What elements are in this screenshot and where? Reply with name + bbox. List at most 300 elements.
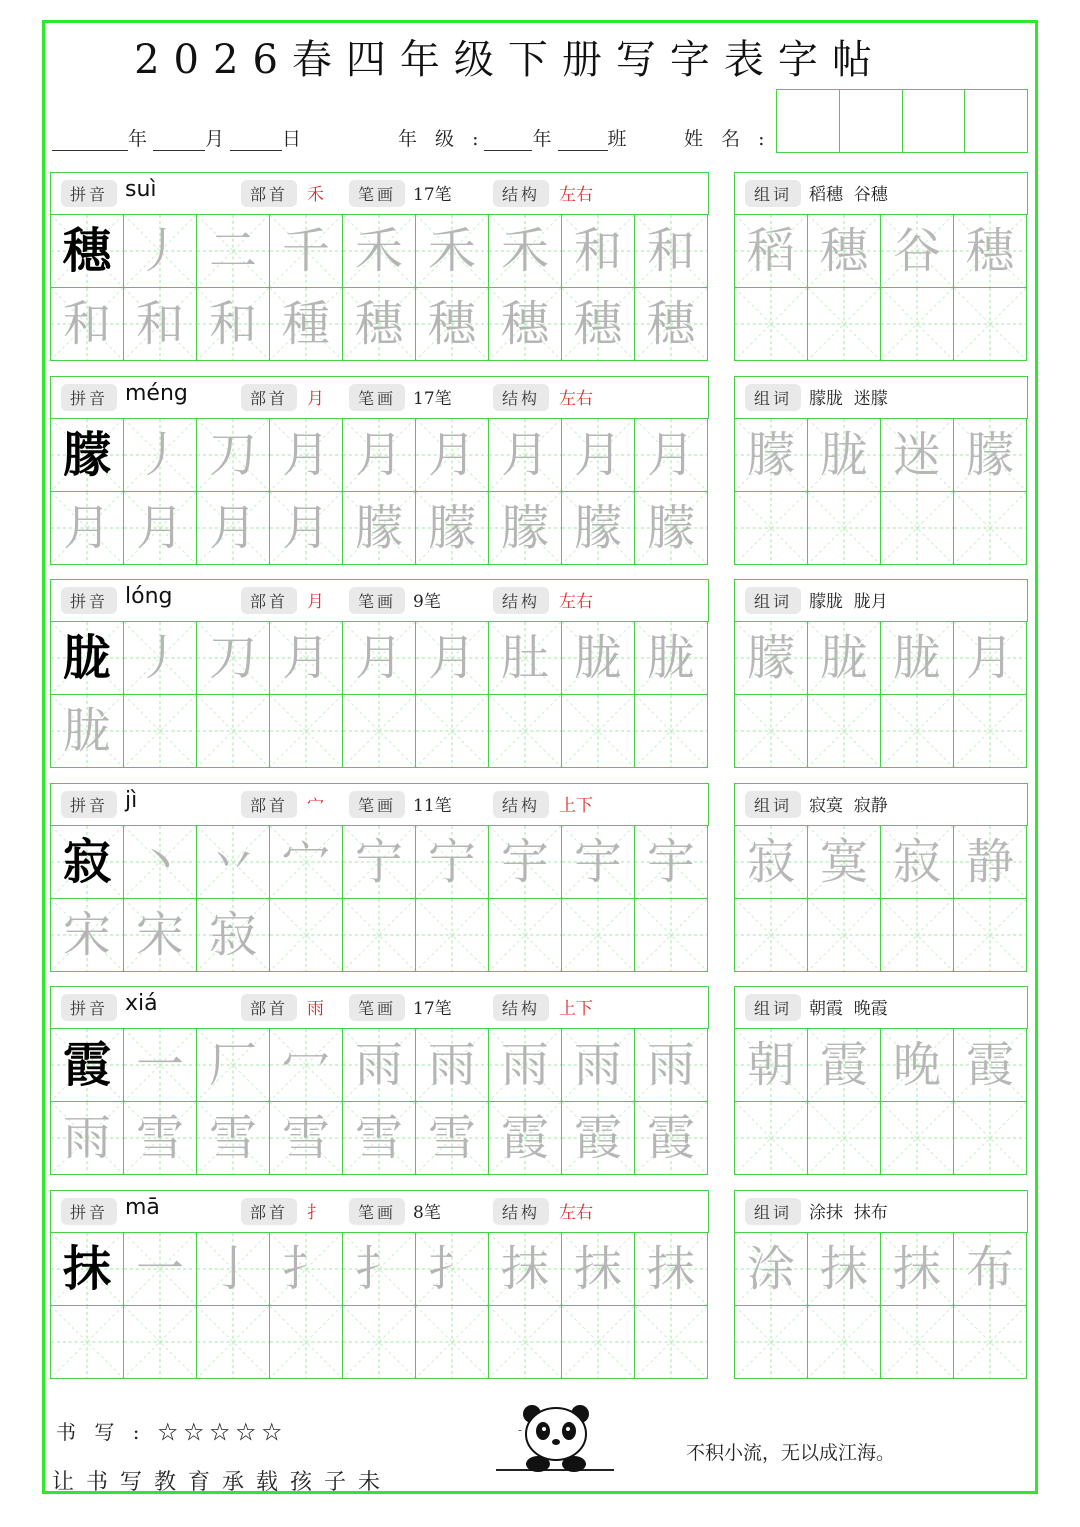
words-tag: 组词 — [745, 384, 801, 411]
stroke-step: 禾 — [354, 223, 403, 279]
practice-cell[interactable] — [124, 1102, 197, 1175]
quote: 不积小流，无以成江海。 — [686, 1442, 896, 1464]
practice-cell[interactable] — [270, 492, 343, 565]
practice-cell[interactable] — [635, 695, 708, 768]
pinyin-tag: 拼音 — [61, 180, 117, 207]
practice-cell[interactable] — [416, 695, 489, 768]
practice-cell[interactable] — [197, 695, 270, 768]
practice-cell[interactable] — [416, 622, 489, 695]
stroke-practice-grid — [50, 621, 708, 768]
words-value: 朝霞 晚霞 — [809, 999, 888, 1019]
practice-cell[interactable] — [562, 899, 635, 972]
practice-cell[interactable] — [489, 695, 562, 768]
word-character: 抹 — [819, 1241, 868, 1297]
stroke-step: 丿 — [135, 223, 184, 279]
practice-cell[interactable] — [562, 215, 635, 288]
word-character: 寂 — [892, 834, 941, 890]
stroke-step: 月 — [62, 500, 111, 556]
practice-cell[interactable] — [51, 492, 124, 565]
stroke-step: 冖 — [281, 1037, 330, 1093]
pinyin-tag: 拼音 — [61, 1198, 117, 1225]
practice-cell[interactable] — [124, 1233, 197, 1306]
stroke-step: 丿 — [135, 427, 184, 483]
page-title: 2026春四年级下册写字表字帖 — [134, 37, 886, 83]
practice-cell[interactable] — [562, 826, 635, 899]
word-character: 晚 — [892, 1037, 941, 1093]
words-practice-grid — [734, 418, 1027, 565]
stroke-step: 朦 — [573, 500, 622, 556]
practice-cell[interactable] — [416, 288, 489, 361]
word-character: 稻 — [746, 223, 795, 279]
stroke-step: 和 — [208, 296, 257, 352]
stroke-step: 扌 — [281, 1241, 330, 1297]
stroke-step: 宇 — [500, 834, 549, 890]
practice-cell[interactable] — [343, 1029, 416, 1102]
word-character: 静 — [965, 834, 1014, 890]
month-label: 月 — [205, 128, 231, 150]
pinyin-value: mā — [125, 1195, 160, 1220]
word-cell[interactable] — [954, 215, 1027, 288]
stroke-step: 月 — [646, 427, 695, 483]
words-tag: 组词 — [745, 994, 801, 1021]
stroke-practice-grid — [50, 1028, 708, 1175]
stroke-practice-grid — [50, 1232, 708, 1379]
stroke-step: 胧 — [646, 630, 695, 686]
practice-cell[interactable] — [635, 1029, 708, 1102]
practice-cell[interactable] — [270, 288, 343, 361]
practice-cell[interactable] — [197, 492, 270, 565]
char-info-header — [50, 1190, 709, 1233]
practice-cell[interactable] — [197, 1029, 270, 1102]
practice-cell[interactable] — [197, 1102, 270, 1175]
stroke-step: 朦 — [500, 500, 549, 556]
word-cell[interactable] — [954, 288, 1027, 361]
practice-cell[interactable] — [489, 215, 562, 288]
word-cell[interactable] — [735, 492, 808, 565]
practice-cell[interactable] — [343, 492, 416, 565]
words-value: 稻穗 谷穗 — [809, 185, 888, 205]
practice-cell[interactable] — [51, 1029, 124, 1102]
structure-tag: 结构 — [493, 180, 549, 207]
word-cell[interactable] — [881, 419, 954, 492]
stroke-step: 霞 — [500, 1110, 549, 1166]
stroke-step: 穗 — [427, 296, 476, 352]
class-label: 班 — [607, 128, 633, 150]
practice-cell[interactable] — [343, 1306, 416, 1379]
strokes-tag: 笔画 — [349, 180, 405, 207]
word-character: 霞 — [965, 1037, 1014, 1093]
practice-cell[interactable] — [124, 215, 197, 288]
class-blank[interactable] — [558, 130, 608, 151]
word-cell[interactable] — [735, 826, 808, 899]
word-cell[interactable] — [881, 1102, 954, 1175]
stroke-step: 雪 — [281, 1110, 330, 1166]
stroke-step: 雨 — [427, 1037, 476, 1093]
word-cell[interactable] — [735, 288, 808, 361]
practice-cell[interactable] — [635, 1102, 708, 1175]
stroke-step: 雨 — [354, 1037, 403, 1093]
practice-cell[interactable] — [416, 899, 489, 972]
word-character: 布 — [965, 1241, 1014, 1297]
word-cell[interactable] — [954, 1233, 1027, 1306]
structure-value: 上下 — [559, 999, 593, 1019]
practice-cell[interactable] — [124, 826, 197, 899]
word-cell[interactable] — [954, 419, 1027, 492]
char-info-header — [50, 376, 709, 419]
stroke-step: 宁 — [354, 834, 403, 890]
practice-cell[interactable] — [51, 419, 124, 492]
practice-cell[interactable] — [197, 288, 270, 361]
name-box[interactable] — [965, 90, 1027, 152]
radical-tag: 部首 — [241, 587, 297, 614]
stroke-step: 和 — [62, 296, 111, 352]
practice-cell[interactable] — [51, 215, 124, 288]
practice-cell[interactable] — [489, 826, 562, 899]
stroke-step: 月 — [427, 630, 476, 686]
practice-cell[interactable] — [416, 1233, 489, 1306]
practice-cell[interactable] — [635, 492, 708, 565]
words-practice-grid — [734, 214, 1027, 361]
word-cell[interactable] — [881, 622, 954, 695]
words-tag: 组词 — [745, 180, 801, 207]
practice-cell[interactable] — [270, 1029, 343, 1102]
practice-cell[interactable] — [197, 826, 270, 899]
stroke-step: 月 — [135, 500, 184, 556]
grade-blank[interactable] — [484, 130, 532, 151]
word-cell[interactable] — [735, 1029, 808, 1102]
word-character: 谷 — [892, 223, 941, 279]
practice-cell[interactable] — [635, 1306, 708, 1379]
model-character: 穗 — [62, 223, 111, 279]
practice-cell[interactable] — [635, 622, 708, 695]
word-cell[interactable] — [954, 695, 1027, 768]
word-cell[interactable] — [735, 419, 808, 492]
stroke-step: 宁 — [427, 834, 476, 890]
slogan: 让书写教育承载孩子未 — [52, 1470, 393, 1495]
practice-cell[interactable] — [124, 492, 197, 565]
practice-cell[interactable] — [416, 1029, 489, 1102]
practice-cell[interactable] — [635, 419, 708, 492]
word-cell[interactable] — [881, 492, 954, 565]
word-cell[interactable] — [954, 1102, 1027, 1175]
stroke-step: 宇 — [573, 834, 622, 890]
practice-cell[interactable] — [343, 899, 416, 972]
practice-cell[interactable] — [343, 288, 416, 361]
stroke-step: 穗 — [646, 296, 695, 352]
char-info-header — [50, 783, 709, 826]
practice-cell[interactable] — [343, 1102, 416, 1175]
stroke-step: 亅 — [208, 1241, 257, 1297]
practice-cell[interactable] — [343, 622, 416, 695]
words-practice-grid — [734, 621, 1027, 768]
name-label: 姓 名 : — [684, 128, 771, 150]
practice-cell[interactable] — [270, 1233, 343, 1306]
practice-cell[interactable] — [562, 288, 635, 361]
stroke-step: 抹 — [573, 1241, 622, 1297]
radical-value: 月 — [307, 592, 324, 612]
stroke-step: 刀 — [208, 427, 257, 483]
practice-cell[interactable] — [562, 492, 635, 565]
structure-value: 左右 — [559, 389, 593, 409]
pinyin-tag: 拼音 — [61, 384, 117, 411]
stroke-step: 月 — [427, 427, 476, 483]
practice-cell[interactable] — [124, 1306, 197, 1379]
word-cell[interactable] — [808, 492, 881, 565]
word-cell[interactable] — [954, 899, 1027, 972]
practice-cell[interactable] — [635, 1233, 708, 1306]
practice-cell[interactable] — [416, 492, 489, 565]
stroke-step: 月 — [281, 630, 330, 686]
stroke-step: 雪 — [208, 1110, 257, 1166]
word-cell[interactable] — [808, 1306, 881, 1379]
practice-cell[interactable] — [343, 215, 416, 288]
stroke-step: 月 — [573, 427, 622, 483]
word-cell[interactable] — [735, 215, 808, 288]
pinyin-value: xiá — [125, 991, 158, 1016]
word-cell[interactable] — [735, 695, 808, 768]
word-cell[interactable] — [808, 826, 881, 899]
month-blank[interactable] — [153, 130, 205, 151]
stroke-step: 月 — [354, 427, 403, 483]
radical-tag: 部首 — [241, 994, 297, 1021]
word-cell[interactable] — [808, 695, 881, 768]
strokes-tag: 笔画 — [349, 384, 405, 411]
stroke-step: 月 — [281, 427, 330, 483]
word-cell[interactable] — [735, 899, 808, 972]
practice-cell[interactable] — [343, 419, 416, 492]
practice-cell[interactable] — [124, 1029, 197, 1102]
practice-cell[interactable] — [270, 622, 343, 695]
practice-cell[interactable] — [124, 288, 197, 361]
word-cell[interactable] — [881, 1029, 954, 1102]
practice-cell[interactable] — [270, 899, 343, 972]
practice-cell[interactable] — [51, 1233, 124, 1306]
words-header — [734, 1190, 1028, 1233]
word-cell[interactable] — [954, 492, 1027, 565]
practice-cell[interactable] — [343, 1233, 416, 1306]
practice-cell[interactable] — [197, 1233, 270, 1306]
practice-cell[interactable] — [635, 899, 708, 972]
words-practice-grid — [734, 1232, 1027, 1379]
year-blank[interactable] — [52, 130, 128, 151]
radical-value: 雨 — [307, 999, 324, 1019]
practice-cell[interactable] — [489, 899, 562, 972]
words-tag: 组词 — [745, 791, 801, 818]
stroke-step: 二 — [208, 223, 257, 279]
stroke-step: 朦 — [427, 500, 476, 556]
model-character: 胧 — [62, 630, 111, 686]
word-cell[interactable] — [808, 622, 881, 695]
word-cell[interactable] — [735, 1102, 808, 1175]
word-cell[interactable] — [808, 288, 881, 361]
word-character: 朦 — [965, 427, 1014, 483]
word-cell[interactable] — [735, 622, 808, 695]
practice-cell[interactable] — [343, 826, 416, 899]
name-box[interactable] — [840, 90, 903, 152]
practice-cell[interactable] — [197, 419, 270, 492]
practice-cell[interactable] — [51, 1102, 124, 1175]
word-cell[interactable] — [808, 1029, 881, 1102]
stroke-step: 一 — [135, 1241, 184, 1297]
word-cell[interactable] — [881, 1233, 954, 1306]
word-cell[interactable] — [808, 1102, 881, 1175]
stroke-step: 穗 — [573, 296, 622, 352]
practice-cell[interactable] — [635, 826, 708, 899]
stroke-step: 月 — [500, 427, 549, 483]
stroke-step: 禾 — [427, 223, 476, 279]
word-character: 穗 — [965, 223, 1014, 279]
practice-cell[interactable] — [416, 1306, 489, 1379]
practice-cell[interactable] — [51, 288, 124, 361]
word-character: 胧 — [819, 630, 868, 686]
stroke-step: 朦 — [354, 500, 403, 556]
structure-tag: 结构 — [493, 587, 549, 614]
stroke-step: 丷 — [208, 834, 257, 890]
practice-cell[interactable] — [124, 419, 197, 492]
practice-cell[interactable] — [562, 1233, 635, 1306]
pinyin-value: lóng — [125, 584, 173, 609]
practice-cell[interactable] — [416, 215, 489, 288]
stroke-step: 宋 — [135, 907, 184, 963]
practice-cell[interactable] — [51, 695, 124, 768]
practice-cell[interactable] — [562, 1029, 635, 1102]
stroke-step: 抹 — [500, 1241, 549, 1297]
word-cell[interactable] — [881, 695, 954, 768]
practice-cell[interactable] — [562, 419, 635, 492]
practice-cell[interactable] — [51, 899, 124, 972]
practice-cell[interactable] — [270, 695, 343, 768]
word-cell[interactable] — [735, 1306, 808, 1379]
word-cell[interactable] — [881, 899, 954, 972]
practice-cell[interactable] — [270, 215, 343, 288]
structure-tag: 结构 — [493, 994, 549, 1021]
stroke-step: 穗 — [354, 296, 403, 352]
stroke-step: 厂 — [208, 1037, 257, 1093]
practice-cell[interactable] — [51, 622, 124, 695]
practice-cell[interactable] — [270, 826, 343, 899]
stroke-step: 胧 — [62, 703, 111, 759]
practice-cell[interactable] — [124, 695, 197, 768]
practice-cell[interactable] — [489, 492, 562, 565]
practice-cell[interactable] — [489, 622, 562, 695]
word-cell[interactable] — [881, 1306, 954, 1379]
practice-cell[interactable] — [416, 1102, 489, 1175]
practice-cell[interactable] — [562, 695, 635, 768]
strokes-value: 11笔 — [413, 796, 452, 816]
word-cell[interactable] — [808, 215, 881, 288]
structure-tag: 结构 — [493, 384, 549, 411]
practice-cell[interactable] — [489, 1306, 562, 1379]
words-header — [734, 579, 1028, 622]
svg-text:-: - — [518, 1423, 523, 1437]
practice-cell[interactable] — [197, 899, 270, 972]
practice-cell[interactable] — [635, 288, 708, 361]
practice-cell[interactable] — [270, 419, 343, 492]
radical-tag: 部首 — [241, 791, 297, 818]
stroke-step: 雪 — [354, 1110, 403, 1166]
words-value: 寂寞 寂静 — [809, 796, 888, 816]
date-line — [52, 124, 307, 151]
name-boxes[interactable] — [776, 89, 1028, 153]
practice-cell[interactable] — [562, 1102, 635, 1175]
pinyin-value: jì — [125, 788, 138, 813]
stroke-step: 寂 — [208, 907, 257, 963]
radical-tag: 部首 — [241, 384, 297, 411]
practice-cell[interactable] — [489, 1233, 562, 1306]
word-character: 胧 — [892, 630, 941, 686]
model-character: 霞 — [62, 1037, 111, 1093]
practice-cell[interactable] — [124, 622, 197, 695]
word-cell[interactable] — [881, 826, 954, 899]
practice-cell[interactable] — [197, 215, 270, 288]
strokes-tag: 笔画 — [349, 1198, 405, 1225]
stroke-step: 霞 — [646, 1110, 695, 1166]
practice-cell[interactable] — [489, 1102, 562, 1175]
practice-cell[interactable] — [270, 1306, 343, 1379]
structure-value: 上下 — [559, 796, 593, 816]
word-cell[interactable] — [808, 1233, 881, 1306]
radical-value: 扌 — [307, 1203, 324, 1223]
practice-cell[interactable] — [197, 622, 270, 695]
word-cell[interactable] — [808, 899, 881, 972]
name-box[interactable] — [903, 90, 966, 152]
radical-tag: 部首 — [241, 180, 297, 207]
practice-cell[interactable] — [416, 419, 489, 492]
word-cell[interactable] — [954, 622, 1027, 695]
word-character: 霞 — [819, 1037, 868, 1093]
stroke-step: 種 — [281, 296, 330, 352]
strokes-value: 9笔 — [413, 592, 441, 612]
grade-label: 年 级 : — [398, 128, 485, 150]
stroke-step: 刀 — [208, 630, 257, 686]
practice-cell[interactable] — [489, 1029, 562, 1102]
practice-cell[interactable] — [635, 215, 708, 288]
practice-cell[interactable] — [51, 826, 124, 899]
words-header — [734, 172, 1028, 215]
word-cell[interactable] — [954, 1029, 1027, 1102]
word-cell[interactable] — [881, 288, 954, 361]
strokes-tag: 笔画 — [349, 587, 405, 614]
practice-cell[interactable] — [489, 288, 562, 361]
stroke-step: 宋 — [62, 907, 111, 963]
words-practice-grid — [734, 825, 1027, 972]
words-value: 朦胧 迷朦 — [809, 389, 888, 409]
panda-icon — [494, 1398, 616, 1474]
practice-cell[interactable] — [124, 899, 197, 972]
practice-cell[interactable] — [562, 1306, 635, 1379]
name-box[interactable] — [777, 90, 840, 152]
practice-cell[interactable] — [562, 622, 635, 695]
stroke-step: 雪 — [427, 1110, 476, 1166]
practice-cell[interactable] — [489, 419, 562, 492]
strokes-value: 17笔 — [413, 999, 452, 1019]
practice-cell[interactable] — [51, 1306, 124, 1379]
practice-cell[interactable] — [416, 826, 489, 899]
word-cell[interactable] — [954, 826, 1027, 899]
stroke-step: 雨 — [646, 1037, 695, 1093]
word-cell[interactable] — [881, 215, 954, 288]
word-cell[interactable] — [954, 1306, 1027, 1379]
model-character: 寂 — [62, 834, 111, 890]
word-cell[interactable] — [808, 419, 881, 492]
char-info-header — [50, 579, 709, 622]
grade-line — [398, 124, 633, 151]
practice-cell[interactable] — [197, 1306, 270, 1379]
practice-cell[interactable] — [343, 695, 416, 768]
practice-cell[interactable] — [270, 1102, 343, 1175]
day-blank[interactable] — [230, 130, 282, 151]
word-cell[interactable] — [735, 1233, 808, 1306]
